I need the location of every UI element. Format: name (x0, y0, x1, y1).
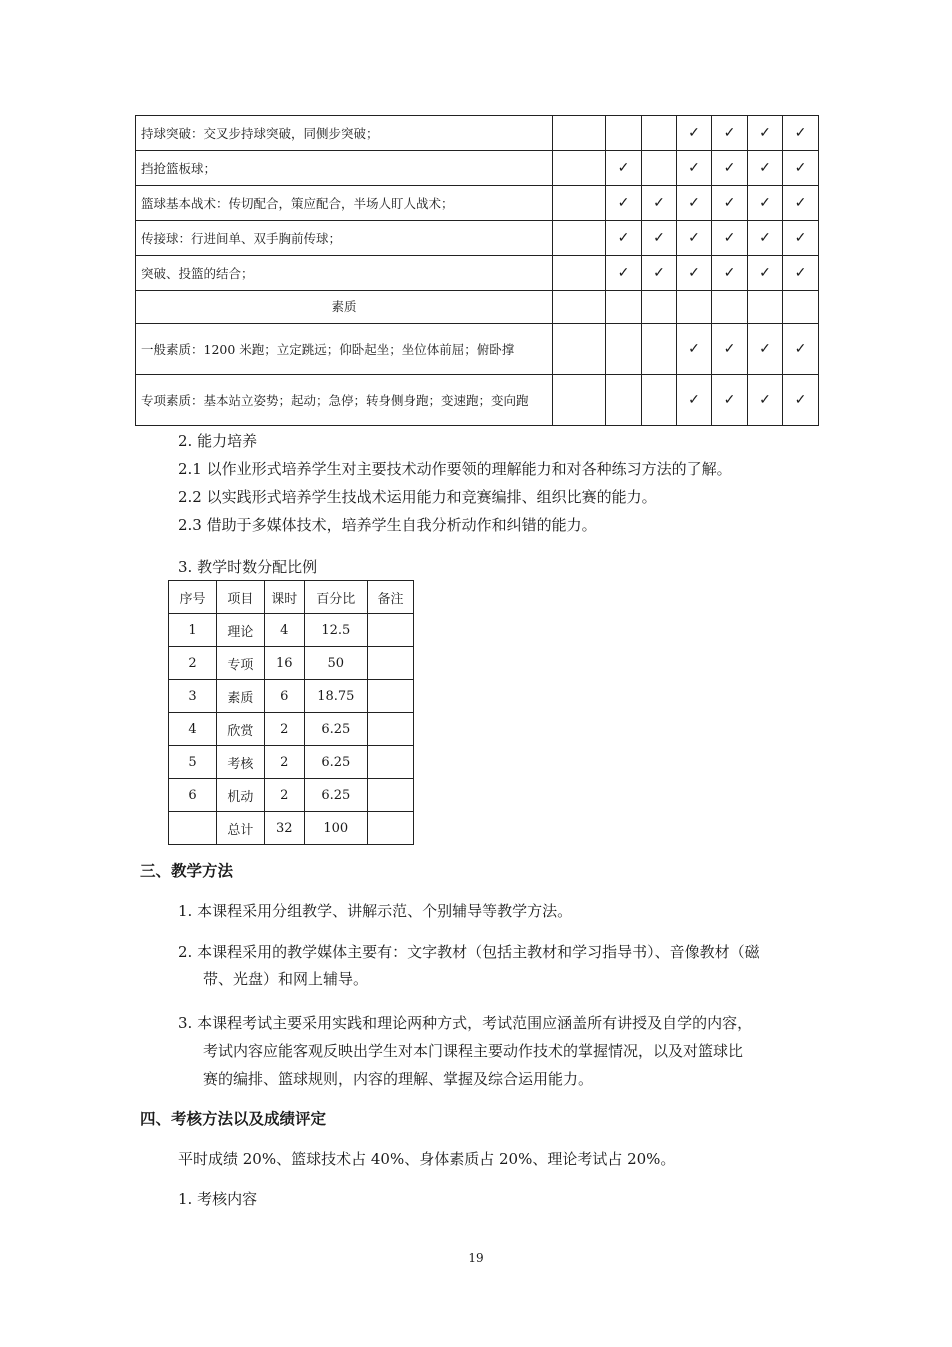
check-mark-cell: ✓ (677, 324, 712, 375)
check-mark-cell: ✓ (783, 116, 819, 151)
empty-cell (748, 291, 783, 324)
hours-cell: 6.25 (304, 746, 368, 779)
hours-cell: 50 (304, 647, 368, 680)
empty-cell (553, 151, 606, 186)
section-heading-methods: 三、教学方法 (140, 861, 234, 880)
content-row (136, 256, 819, 291)
check-mark-cell: ✓ (783, 221, 819, 256)
check-mark-cell: ✓ (712, 186, 748, 221)
hours-cell: 机动 (216, 779, 264, 812)
hours-cell: 欣赏 (216, 713, 264, 746)
check-mark-cell: ✓ (712, 221, 748, 256)
check-mark-cell: ✓ (712, 151, 748, 186)
hours-cell: 4 (169, 713, 217, 746)
hours-cell: 6.25 (304, 713, 368, 746)
check-mark-cell: ✓ (606, 221, 642, 256)
hours-row (169, 746, 414, 779)
hours-cell (368, 680, 414, 713)
hours-cell (368, 713, 414, 746)
content-row-text: 持球突破：交叉步持球突破，同侧步突破； (136, 116, 553, 151)
hours-cell: 1 (169, 614, 217, 647)
ability-item: 2.1 以作业形式培养学生对主要技术动作要领的理解能力和对各种练习方法的了解。 (178, 460, 732, 478)
hours-header-cell: 备注 (368, 581, 414, 614)
check-mark-cell: ✓ (677, 221, 712, 256)
hours-cell: 16 (264, 647, 304, 680)
hours-cell (368, 746, 414, 779)
hours-cell: 素质 (216, 680, 264, 713)
hours-header-cell: 课时 (264, 581, 304, 614)
check-mark-cell: ✓ (783, 186, 819, 221)
empty-cell (606, 116, 642, 151)
check-mark-cell: ✓ (606, 151, 642, 186)
hours-cell: 理论 (216, 614, 264, 647)
check-mark-cell: ✓ (677, 151, 712, 186)
empty-cell (783, 291, 819, 324)
content-row (136, 291, 819, 324)
hours-cell: 2 (169, 647, 217, 680)
empty-cell (553, 324, 606, 375)
check-mark-cell: ✓ (677, 256, 712, 291)
hours-cell: 12.5 (304, 614, 368, 647)
check-mark-cell: ✓ (748, 116, 783, 151)
hours-cell: 6.25 (304, 779, 368, 812)
hours-cell: 6 (264, 680, 304, 713)
methods-item: 3. 本课程考试主要采用实践和理论两种方式，考试范围应涵盖所有讲授及自学的内容， (178, 1014, 753, 1032)
hours-cell: 2 (264, 779, 304, 812)
check-mark-cell: ✓ (642, 221, 677, 256)
hours-header-cell: 百分比 (304, 581, 368, 614)
content-row-text: 突破、投篮的结合； (136, 256, 553, 291)
hours-row (169, 647, 414, 680)
methods-item-cont: 赛的编排、篮球规则，内容的理解、掌握及综合运用能力。 (203, 1070, 594, 1088)
check-mark-cell: ✓ (783, 256, 819, 291)
hours-cell: 总计 (216, 812, 264, 845)
assessment-item: 1. 考核内容 (178, 1190, 258, 1208)
content-row-text: 传接球：行进间单、双手胸前传球； (136, 221, 553, 256)
check-mark-cell: ✓ (783, 324, 819, 375)
hours-header-row (169, 581, 414, 614)
check-mark-cell: ✓ (677, 186, 712, 221)
hours-cell: 18.75 (304, 680, 368, 713)
hours-cell: 6 (169, 779, 217, 812)
empty-cell (642, 324, 677, 375)
content-row (136, 324, 819, 375)
hours-header-cell: 项目 (216, 581, 264, 614)
ability-item: 2.2 以实践形式培养学生技战术运用能力和竞赛编排、组织比赛的能力。 (178, 488, 657, 506)
check-mark-cell: ✓ (712, 256, 748, 291)
empty-cell (553, 291, 606, 324)
content-row-text: 挡抢篮板球； (136, 151, 553, 186)
check-mark-cell: ✓ (783, 151, 819, 186)
check-mark-cell: ✓ (748, 151, 783, 186)
hours-cell: 3 (169, 680, 217, 713)
check-mark-cell: ✓ (748, 256, 783, 291)
methods-item-cont: 带、光盘）和网上辅导。 (203, 970, 369, 988)
check-mark-cell: ✓ (642, 256, 677, 291)
methods-item-cont: 考试内容应能客观反映出学生对本门课程主要动作技术的掌握情况，以及对篮球比 (203, 1042, 744, 1060)
content-row (136, 186, 819, 221)
content-row-text: 素质 (136, 291, 553, 324)
check-mark-cell: ✓ (677, 375, 712, 426)
content-table (135, 115, 819, 426)
content-row-text: 专项素质：基本站立姿势；起动；急停；转身侧身跑；变速跑；变向跑 (136, 375, 553, 426)
section-heading-assessment: 四、考核方法以及成绩评定 (140, 1109, 327, 1128)
check-mark-cell: ✓ (606, 186, 642, 221)
empty-cell (642, 375, 677, 426)
check-mark-cell: ✓ (748, 375, 783, 426)
hours-cell: 32 (264, 812, 304, 845)
hours-cell (169, 812, 217, 845)
hours-cell: 5 (169, 746, 217, 779)
content-row (136, 116, 819, 151)
empty-cell (606, 291, 642, 324)
ability-item: 2.3 借助于多媒体技术，培养学生自我分析动作和纠错的能力。 (178, 516, 597, 534)
hours-cell: 2 (264, 746, 304, 779)
hours-table-body (169, 581, 414, 845)
hours-row (169, 779, 414, 812)
check-mark-cell: ✓ (606, 256, 642, 291)
hours-cell: 专项 (216, 647, 264, 680)
empty-cell (712, 291, 748, 324)
content-row-text: 一般素质：1200 米跑；立定跳远；仰卧起坐；坐位体前屈；俯卧撑 (136, 324, 553, 375)
hours-row (169, 680, 414, 713)
hours-cell (368, 614, 414, 647)
hours-cell (368, 647, 414, 680)
empty-cell (642, 116, 677, 151)
check-mark-cell: ✓ (783, 375, 819, 426)
check-mark-cell: ✓ (712, 324, 748, 375)
check-mark-cell: ✓ (712, 375, 748, 426)
hours-cell: 考核 (216, 746, 264, 779)
methods-item: 2. 本课程采用的教学媒体主要有：文字教材（包括主教材和学习指导书）、音像教材（磁 (178, 943, 760, 961)
empty-cell (553, 256, 606, 291)
hours-table (168, 580, 414, 845)
assessment-summary: 平时成绩 20%、篮球技术占 40%、身体素质占 20%、理论考试占 20%。 (178, 1150, 676, 1168)
check-mark-cell: ✓ (677, 116, 712, 151)
check-mark-cell: ✓ (748, 324, 783, 375)
empty-cell (553, 116, 606, 151)
page-number: 19 (468, 1251, 484, 1265)
empty-cell (642, 291, 677, 324)
empty-cell (606, 375, 642, 426)
check-mark-cell: ✓ (748, 186, 783, 221)
hours-cell: 100 (304, 812, 368, 845)
hours-cell (368, 812, 414, 845)
content-row (136, 221, 819, 256)
hours-cell: 2 (264, 713, 304, 746)
hours-header-cell: 序号 (169, 581, 217, 614)
ability-heading: 2. 能力培养 (178, 432, 258, 450)
hours-row (169, 614, 414, 647)
check-mark-cell: ✓ (712, 116, 748, 151)
hours-row (169, 812, 414, 845)
empty-cell (606, 324, 642, 375)
check-mark-cell: ✓ (642, 186, 677, 221)
empty-cell (553, 375, 606, 426)
content-table-body (136, 116, 819, 426)
hours-cell: 4 (264, 614, 304, 647)
content-row-text: 篮球基本战术：传切配合，策应配合，半场人盯人战术； (136, 186, 553, 221)
hours-cell (368, 779, 414, 812)
empty-cell (642, 151, 677, 186)
empty-cell (677, 291, 712, 324)
methods-item: 1. 本课程采用分组教学、讲解示范、个别辅导等教学方法。 (178, 902, 573, 920)
content-row (136, 151, 819, 186)
empty-cell (553, 186, 606, 221)
check-mark-cell: ✓ (748, 221, 783, 256)
hours-row (169, 713, 414, 746)
hours-heading: 3. 教学时数分配比例 (178, 558, 318, 576)
empty-cell (553, 221, 606, 256)
content-row (136, 375, 819, 426)
